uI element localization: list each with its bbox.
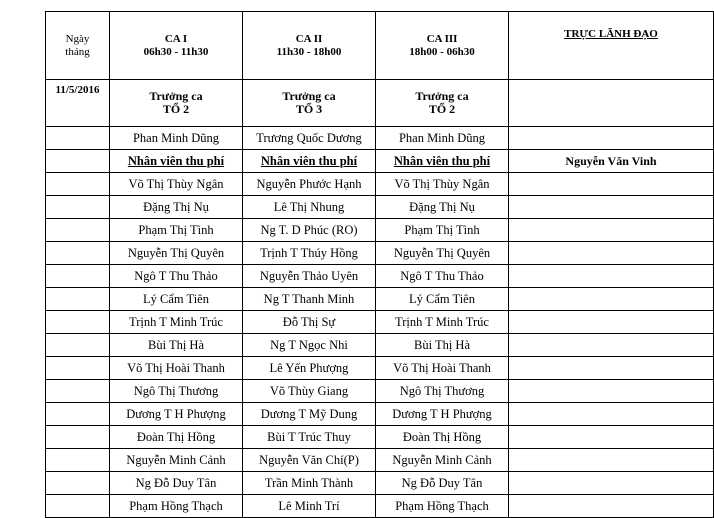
date-cell-empty bbox=[46, 357, 110, 380]
staff-name-cell: Võ Thị Thùy Ngân bbox=[110, 173, 243, 196]
shift-lead-row bbox=[46, 80, 714, 127]
date-cell: 11/5/2016 bbox=[46, 80, 110, 127]
table-row bbox=[46, 173, 714, 196]
duty-roster-table bbox=[45, 11, 714, 518]
leader-cell-empty bbox=[509, 334, 714, 357]
staff-name-cell: Trần Minh Thành bbox=[243, 472, 376, 495]
staff-name-cell: Ng Đỗ Duy Tân bbox=[376, 472, 509, 495]
shift-1-lead bbox=[110, 80, 243, 127]
staff-name-cell: Phạm Hồng Thạch bbox=[110, 495, 243, 518]
date-label-line-2: tháng bbox=[65, 45, 90, 58]
table-row bbox=[46, 426, 714, 449]
staff-name-cell: Trương Quốc Dương bbox=[243, 127, 376, 150]
table-row bbox=[46, 380, 714, 403]
table-row bbox=[46, 403, 714, 426]
leader-cell-empty bbox=[509, 311, 714, 334]
date-cell-empty bbox=[46, 127, 110, 150]
shift-1-hours: 06h30 - 11h30 bbox=[143, 45, 209, 58]
shift-2-header bbox=[243, 12, 376, 80]
staff-subheader-cell: Nhân viên thu phí bbox=[110, 150, 243, 173]
date-cell-empty bbox=[46, 219, 110, 242]
table-row bbox=[46, 311, 714, 334]
leader-cell-empty bbox=[509, 380, 714, 403]
table-row bbox=[46, 127, 714, 150]
table-row bbox=[46, 334, 714, 357]
leader-cell-empty bbox=[509, 288, 714, 311]
leader-cell-empty bbox=[509, 196, 714, 219]
staff-name-cell: Võ Thị Hoài Thanh bbox=[376, 357, 509, 380]
staff-name-cell: Lê Thị Nhung bbox=[243, 196, 376, 219]
staff-name-cell: Ngô T Thu Thảo bbox=[110, 265, 243, 288]
leader-name: Nguyễn Văn Vinh bbox=[509, 150, 714, 173]
staff-subheader-cell: Nhân viên thu phí bbox=[243, 150, 376, 173]
staff-subheader-cell: Nhân viên thu phí bbox=[376, 150, 509, 173]
table-row bbox=[46, 242, 714, 265]
staff-name-cell: Đoàn Thị Hồng bbox=[110, 426, 243, 449]
date-column-header bbox=[46, 12, 110, 80]
staff-name-cell: Ngô Thị Thương bbox=[110, 380, 243, 403]
staff-name-cell: Phạm Hồng Thạch bbox=[376, 495, 509, 518]
date-cell-empty bbox=[46, 242, 110, 265]
staff-name-cell: Ng T Thanh Minh bbox=[243, 288, 376, 311]
shift-1-name: CA I bbox=[164, 32, 188, 45]
staff-name-cell: Phạm Thị Tình bbox=[110, 219, 243, 242]
shift-1-lead-role: Trưởng ca bbox=[149, 89, 203, 103]
duty-roster-sheet bbox=[45, 11, 713, 513]
staff-name-cell: Võ Thị Thùy Ngân bbox=[376, 173, 509, 196]
shift-2-lead bbox=[243, 80, 376, 127]
leader-cell-empty bbox=[509, 495, 714, 518]
table-row bbox=[46, 288, 714, 311]
staff-name-cell: Bùi Thị Hà bbox=[376, 334, 509, 357]
date-cell-empty bbox=[46, 426, 110, 449]
date-cell-empty bbox=[46, 495, 110, 518]
staff-name-cell: Ngô T Thu Thảo bbox=[376, 265, 509, 288]
header-row bbox=[46, 12, 714, 80]
staff-subheader-row bbox=[46, 150, 714, 173]
staff-name-cell: Bùi Thị Hà bbox=[110, 334, 243, 357]
staff-name-cell: Nguyễn Minh Cảnh bbox=[110, 449, 243, 472]
leader-cell-empty bbox=[509, 426, 714, 449]
date-cell-empty bbox=[46, 173, 110, 196]
leader-cell-empty bbox=[509, 127, 714, 150]
table-row bbox=[46, 357, 714, 380]
table-row bbox=[46, 472, 714, 495]
shift-3-lead-role: Trưởng ca bbox=[415, 89, 469, 103]
staff-name-cell: Võ Thùy Giang bbox=[243, 380, 376, 403]
staff-name-cell: Trịnh T Minh Trúc bbox=[110, 311, 243, 334]
table-row bbox=[46, 495, 714, 518]
staff-name-cell: Phan Minh Dũng bbox=[376, 127, 509, 150]
staff-name-cell: Dương T H Phượng bbox=[110, 403, 243, 426]
staff-name-cell: Ngô Thị Thương bbox=[376, 380, 509, 403]
staff-name-cell: Trịnh T Minh Trúc bbox=[376, 311, 509, 334]
table-row bbox=[46, 196, 714, 219]
table-row bbox=[46, 265, 714, 288]
shift-3-lead bbox=[376, 80, 509, 127]
leader-cell-empty bbox=[509, 472, 714, 495]
staff-name-cell: Đặng Thị Nụ bbox=[110, 196, 243, 219]
staff-name-cell: Ng Đỗ Duy Tân bbox=[110, 472, 243, 495]
staff-name-cell: Ng T. D Phúc (RO) bbox=[243, 219, 376, 242]
staff-name-cell: Lý Cẩm Tiên bbox=[376, 288, 509, 311]
staff-name-cell: Bùi T Trúc Thuy bbox=[243, 426, 376, 449]
staff-name-cell: Phan Minh Dũng bbox=[110, 127, 243, 150]
staff-name-cell: Dương T Mỹ Dung bbox=[243, 403, 376, 426]
date-cell-empty bbox=[46, 403, 110, 426]
shift-3-header bbox=[376, 12, 509, 80]
table-row bbox=[46, 219, 714, 242]
staff-name-cell: Phạm Thị Tình bbox=[376, 219, 509, 242]
staff-name-cell: Đặng Thị Nụ bbox=[376, 196, 509, 219]
date-cell-empty bbox=[46, 380, 110, 403]
staff-name-cell: Trịnh T Thúy Hồng bbox=[243, 242, 376, 265]
leader-cell-empty bbox=[509, 449, 714, 472]
leader-cell-empty bbox=[509, 403, 714, 426]
staff-name-cell: Nguyễn Thảo Uyên bbox=[243, 265, 376, 288]
date-cell-empty bbox=[46, 265, 110, 288]
staff-name-cell: Nguyễn Minh Cảnh bbox=[376, 449, 509, 472]
leader-cell-empty bbox=[509, 242, 714, 265]
date-cell-empty bbox=[46, 472, 110, 495]
shift-3-lead-team: TỔ 2 bbox=[428, 102, 456, 116]
staff-name-cell: Lê Minh Trí bbox=[243, 495, 376, 518]
leader-cell-empty bbox=[509, 357, 714, 380]
leader-cell-empty bbox=[509, 265, 714, 288]
date-cell-empty bbox=[46, 150, 110, 173]
staff-name-cell: Lý Cẩm Tiên bbox=[110, 288, 243, 311]
date-cell-empty bbox=[46, 196, 110, 219]
staff-name-cell: Ng T Ngọc Nhi bbox=[243, 334, 376, 357]
date-label-line-1: Ngày bbox=[65, 32, 90, 45]
staff-name-cell: Lê Yến Phượng bbox=[243, 357, 376, 380]
staff-name-cell: Nguyễn Phước Hạnh bbox=[243, 173, 376, 196]
staff-name-cell: Nguyễn Văn Chí(P) bbox=[243, 449, 376, 472]
shift-3-hours: 18h00 - 06h30 bbox=[409, 45, 475, 58]
shift-2-lead-team: TỔ 3 bbox=[295, 102, 323, 116]
staff-name-cell: Đỗ Thị Sự bbox=[243, 311, 376, 334]
staff-name-cell: Nguyễn Thị Quyên bbox=[110, 242, 243, 265]
date-cell-empty bbox=[46, 288, 110, 311]
date-cell-empty bbox=[46, 311, 110, 334]
staff-name-cell: Dương T H Phượng bbox=[376, 403, 509, 426]
shift-1-header bbox=[110, 12, 243, 80]
leader-cell-empty bbox=[509, 80, 714, 127]
shift-3-name: CA III bbox=[426, 32, 458, 45]
staff-name-cell: Đoàn Thị Hồng bbox=[376, 426, 509, 449]
shift-2-hours: 11h30 - 18h00 bbox=[276, 45, 342, 58]
leader-cell-empty bbox=[509, 173, 714, 196]
date-cell-empty bbox=[46, 334, 110, 357]
staff-name-cell: Nguyễn Thị Quyên bbox=[376, 242, 509, 265]
leader-cell-empty bbox=[509, 219, 714, 242]
staff-name-cell: Võ Thị Hoài Thanh bbox=[110, 357, 243, 380]
date-cell-empty bbox=[46, 449, 110, 472]
table-row bbox=[46, 449, 714, 472]
shift-1-lead-team: TỔ 2 bbox=[162, 102, 190, 116]
shift-2-lead-role: Trưởng ca bbox=[282, 89, 336, 103]
shift-2-name: CA II bbox=[295, 32, 323, 45]
leader-column-header: TRỰC LÃNH ĐẠO bbox=[509, 12, 714, 80]
